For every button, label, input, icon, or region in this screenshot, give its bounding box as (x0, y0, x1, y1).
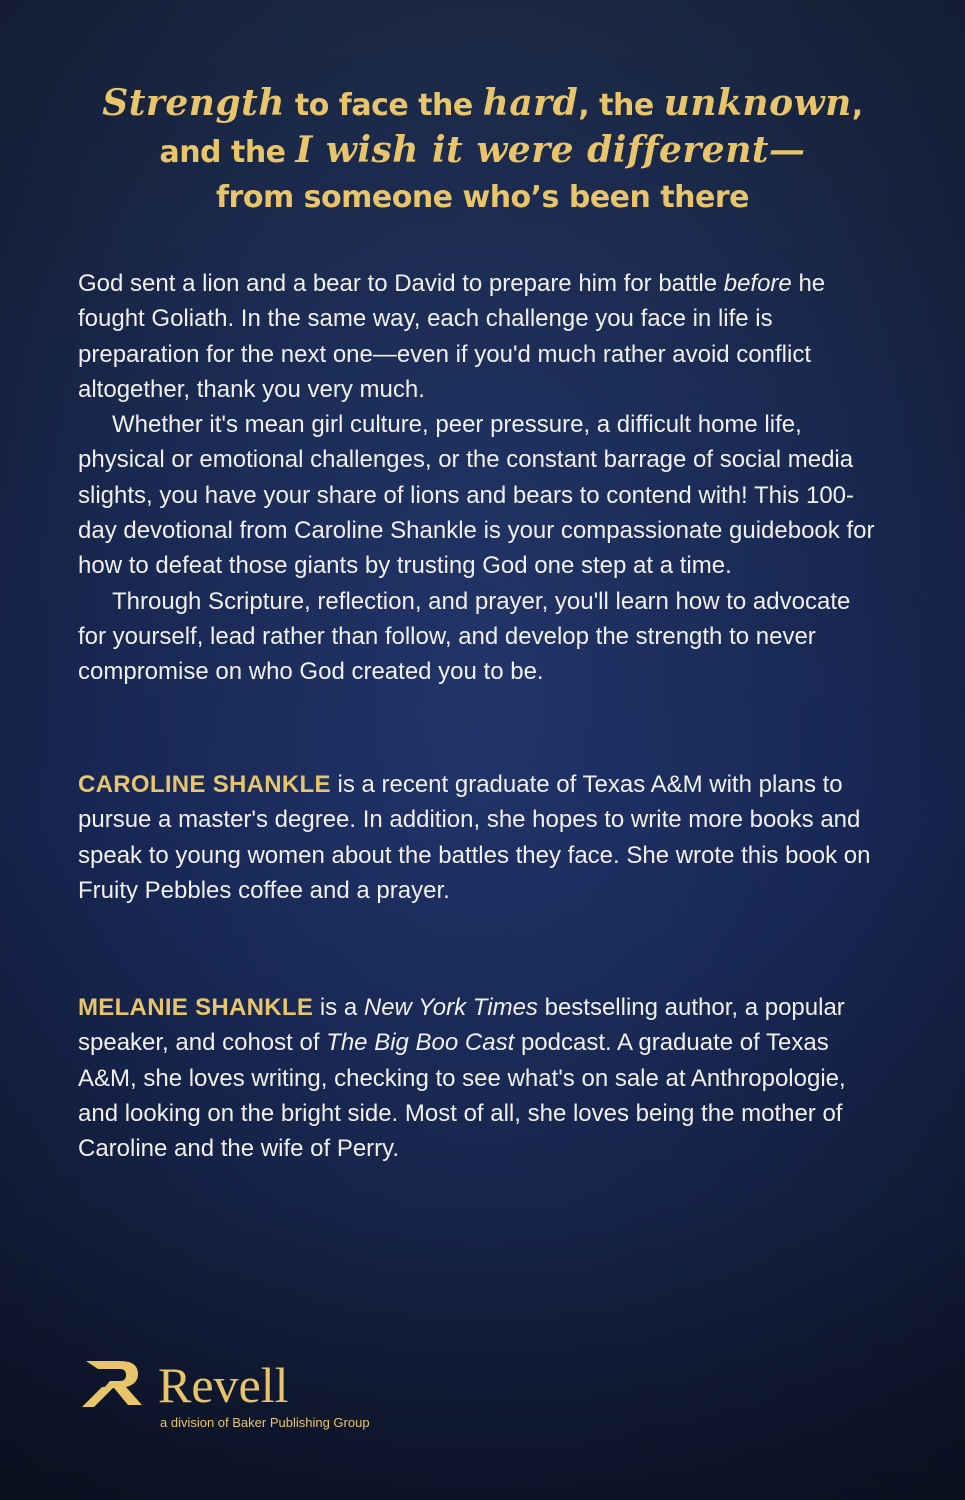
tagline-unknown: unknown (663, 82, 852, 124)
tagline (0, 80, 965, 221)
emphasis-nyt: New York Times (363, 994, 538, 1021)
emphasis-before: before (723, 270, 792, 297)
revell-r-icon (80, 1357, 150, 1411)
description-paragraph-3: Through Scripture, reflection, and prayer, you'll learn how to advocate for yourself, lead rather than follow, and develop the strength to never compromise on who God created you to be. (78, 587, 851, 686)
emphasis-podcast: The Big Boo Cast (326, 1029, 515, 1057)
tagline-comma: , (851, 88, 863, 123)
tagline-line-2 (0, 127, 965, 174)
tagline-line-1 (0, 80, 965, 127)
bio-caroline-text: is a recent graduate of Texas A&M with plans to pursue a master's degree. In addition, she hopes to write more books and speak to young women about the battles they face. She wrote this book on Fruity Pebbles coffee and a prayer. (78, 771, 871, 904)
tagline-strength: Strength (102, 82, 285, 124)
bio-melanie: MELANIE SHANKLE is a New York Times bestselling author, a popular speaker, and cohost of The Big Boo Cast podcast. A graduate of Texas A&M, she loves writing, checking to see what's on sale at Anthropologie, and looking on the bright side. Most of all, she loves being the mother of Caroline and the wife of Perry. (78, 994, 846, 1163)
description (78, 266, 878, 690)
tagline-text: , the (578, 88, 664, 123)
tagline-wish: I wish it were different (295, 129, 770, 171)
tagline-dash: — (769, 129, 806, 171)
publisher-subtitle: a division of Baker Publishing Group (160, 1415, 370, 1430)
tagline-hard: hard (482, 82, 579, 124)
tagline-text: to face the (284, 88, 483, 123)
bio-caroline (78, 767, 878, 908)
description-paragraph-1: God sent a lion and a bear to David to prepare him for battle before he fought Goliath. In the same way, each challenge you face in life is preparation for the next one—even if you'd much rather avoid conflict altogether, thank you very much. (78, 270, 826, 403)
tagline-line-3: from someone who’s been there (215, 180, 750, 215)
publisher-name: Revell (158, 1357, 289, 1413)
author-name-caroline: CAROLINE SHANKLE (78, 771, 331, 798)
tagline-text: and the (159, 135, 296, 170)
description-paragraph-2: Whether it's mean girl culture, peer pressure, a difficult home life, physical or emotional challenges, or the constant barrage of social media slights, you have your share of lions and bears to contend with! This 100-day devotional from Caroline Shankle is your compassionate guidebook for how to defeat those giants by trusting God one step at a time. (78, 411, 875, 580)
author-name-melanie: MELANIE SHANKLE (78, 994, 314, 1021)
